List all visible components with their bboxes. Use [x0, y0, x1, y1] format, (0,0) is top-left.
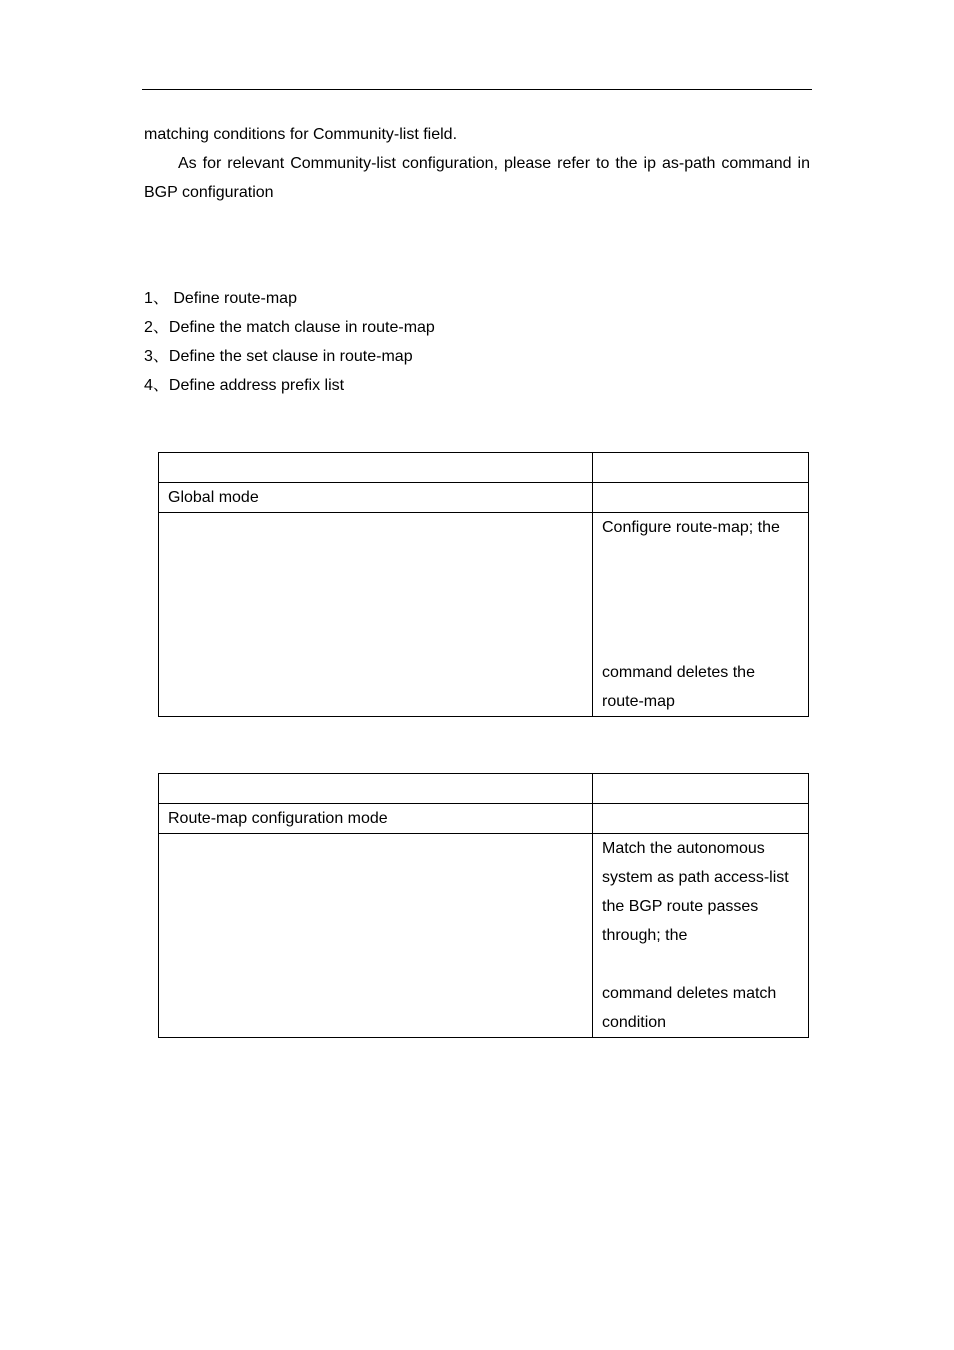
mode-empty-cell — [593, 804, 809, 834]
step-item: 2、Define the match clause in route-map — [144, 319, 435, 336]
description-line: command deletes match — [602, 985, 777, 1002]
description-line: system as path access-list — [602, 869, 789, 886]
description-line: Configure route-map; the — [602, 519, 780, 536]
header-rule — [142, 89, 812, 90]
table-header-row — [159, 774, 809, 804]
command-header-cell — [159, 453, 593, 483]
spacer — [602, 950, 808, 979]
description-line: condition — [602, 1014, 667, 1031]
step-item: 4、Define address prefix list — [144, 377, 345, 394]
command-header-cell — [159, 774, 593, 804]
route-map-command-table — [158, 452, 809, 717]
match-as-path-command-table — [158, 773, 809, 1038]
step-item: 3、Define the set clause in route-map — [144, 348, 413, 365]
mode-row — [159, 804, 809, 834]
description-cell — [593, 513, 809, 717]
explanation-header-cell — [593, 774, 809, 804]
description-line: the BGP route passes — [602, 898, 759, 915]
command-cell — [159, 513, 593, 717]
mode-row — [159, 483, 809, 513]
intro-paragraph-2: As for relevant Community-list configuration, please refer to the ip as-path command in BGP configuration — [144, 155, 810, 201]
explanation-header-cell — [593, 453, 809, 483]
description-line: through; the — [602, 927, 688, 944]
command-row — [159, 834, 809, 1038]
description-line: command deletes the — [602, 664, 755, 681]
spacer — [602, 571, 808, 600]
description-line: Match the autonomous — [602, 840, 765, 857]
spacer — [602, 542, 808, 571]
description-cell — [593, 834, 809, 1038]
mode-empty-cell — [593, 483, 809, 513]
spacer — [602, 629, 808, 658]
command-cell — [159, 834, 593, 1038]
step-item: 1、 Define route-map — [144, 290, 297, 307]
mode-cell: Route-map configuration mode — [159, 804, 593, 834]
command-row — [159, 513, 809, 717]
spacer — [602, 600, 808, 629]
mode-cell: Global mode — [159, 483, 593, 513]
table-header-row — [159, 453, 809, 483]
description-line: route-map — [602, 693, 675, 710]
intro-paragraph-1: matching conditions for Community-list field. — [144, 126, 458, 143]
steps-list — [144, 284, 435, 400]
